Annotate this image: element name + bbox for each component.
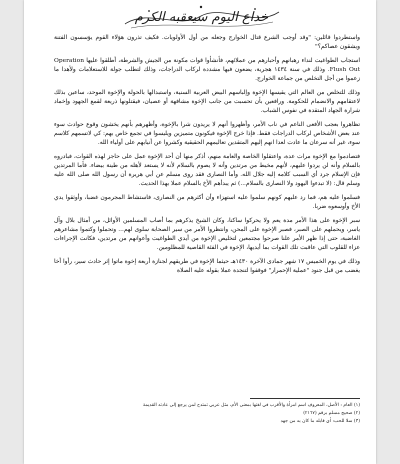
paragraph: فتصادموا مع الإخوة مرات عدة، واعتقلوا الخاصة والعامة منهم، أذكر منها أن أحد الإخوة عمل على حاجز لهذه القوات، فبادروه بالسلام وأنه لن يردوا عليهم، لأنهم مخيط من مرتدين وأنه لا يصوم بالسلام لأنه لا يستعد لأهله من طينة بيضاء. فأما المرتدين فإن الإسلام جرد أي السبب كلامه إليه جلال الله. وأما النصارى فقد روى مسلم عن أبي هريرة أن رسول الله صلى الله عليه وسلم قال: (لا تبدءوا اليهود ولا النصارى بالسلام...) ثم يبدأهم الأخ بالسلام عملا بهذا الحديث. bbox=[54, 154, 360, 187]
header-banner bbox=[119, 2, 284, 32]
paragraph: سبر الإخوة على هذا الأمر مدة يعم ولا يحركوا ساكنا، وكان الشيخ يذكرهم بما أصاب المسلمين الأوائل، من أمثال بلال وآل ياسر، ويحملهم على الصبر، فصبر الإخوة على المحن، وانتظروا الأمر من سير الصحابة سلوى لهم... وتحملوا وكتموا مشاعرهم الغاضبة، حتى إذا ظهر الأمر علنا صرحوا مجتمعين لتخليص الإخوة من أيدي الطواغيت وأعوانهم من مرتدين، فكانت الإجراءات عزاء للقلوب التي عاقبت تلك القوات بما أيديها، الإخوة في الفئة القاصية للمظلومين. bbox=[54, 218, 360, 251]
article-body bbox=[54, 34, 360, 281]
paragraph: واستطردوا قائلين: "وقد أوجب الشرع قتال الخوارج وجعله من أول الأولويات. فكيف تذرون هؤلاء القوم يؤسسون الفتنة ويشقون عصاكم؟" bbox=[54, 35, 360, 50]
footnote: (٣) سلا للحب: أي قابله ما كان به من جهد bbox=[280, 419, 360, 424]
paragraph: وذلك في يوم الخميس ١٧ شهر جمادى الآخرة ١٤٣٠هـ حيثما الإخوة في طريقهم لجنازة أربعة إخوة ماتوا إثر حادث سير، رأوا أخا يغضب من قبل جنود "عملية الإحمرار" فوقفوا لتنجدة عملا بقوله عليه الصلاة bbox=[54, 259, 360, 274]
paragraph: تظاهروا بعجب الأفعى الناعم في ناب الأمر، وأظهروا أنهم لا يريدون شرا بالإخوة، وأظهرهم بأنهم يخشون وقوع حوادث سوء عند بعض الأشخاص لركاب الدراجات فقط. فإذا خرج الإخوة فيكونون متميزين ويليسوا في تجمع خاص بهم: كي لاتسمهم كلاسم سوء، غير أنه سرعان ما عادت لعدا انهم إليهم المتقدين تعاليمهم الحقيقية وكشروا عن أنيابهم على أولياء الله. bbox=[54, 122, 360, 146]
header-title: خداع اليوم سيعقبه الكرم bbox=[134, 9, 269, 25]
footnotes bbox=[54, 402, 360, 426]
footnote-divider bbox=[250, 398, 360, 399]
footnote: (٢) صحيح مسلم برقم (٢١٦٧) bbox=[303, 411, 360, 416]
paragraph: فسلموا عليه هم، فما رد عليهم كونهم سلموا عليه استهزاء وأن أكثرهم من النصارى، فاستشاط المجرمون غضبا، وأوثقوا يدي الأخ وأوسعوه ضربا. bbox=[54, 195, 360, 210]
paragraph: وذلك للتخلص من العالم التي يقيسها الإخوة وإلباسهم البيض العربية السنية، واستبدالها بالحولة والإخوة الموحد، ساعين بذلك لاعتقامهم والانضمام للحكومة. ورافعين بأن تحسبت من جانب الإخوة مشافهة أو عصيان، فيقتلونها ذريعة لقمع الجهود وإخماد شرارة الجهاد المتقدة في نفوس الشباب. bbox=[54, 90, 360, 114]
document-page bbox=[24, 0, 376, 464]
paragraph: استجاب الطواغيت لنداء رهبانهم وأحبارهم من عملائهم، فأنشأوا قوات مكونة من الجيش والشرطة، أطلقوا عليها Operation Flush Out. وذلك في سنة ١٤٣٤ هجرية، يضعون فيها مشددة لركاب الدراجات، وذلك لتطلب جولة للاستعلامات ولأهدا ما زعموا من أجل التخلص من جماعة الخوارج. bbox=[54, 58, 361, 82]
footnote: (١) العام : الأصل، المعروف اسم امرأة والأقرب في لغتها بمعنى الأم، مثل عربي تمتدح لمن يرجع إلى عادته القديمة bbox=[142, 403, 360, 408]
